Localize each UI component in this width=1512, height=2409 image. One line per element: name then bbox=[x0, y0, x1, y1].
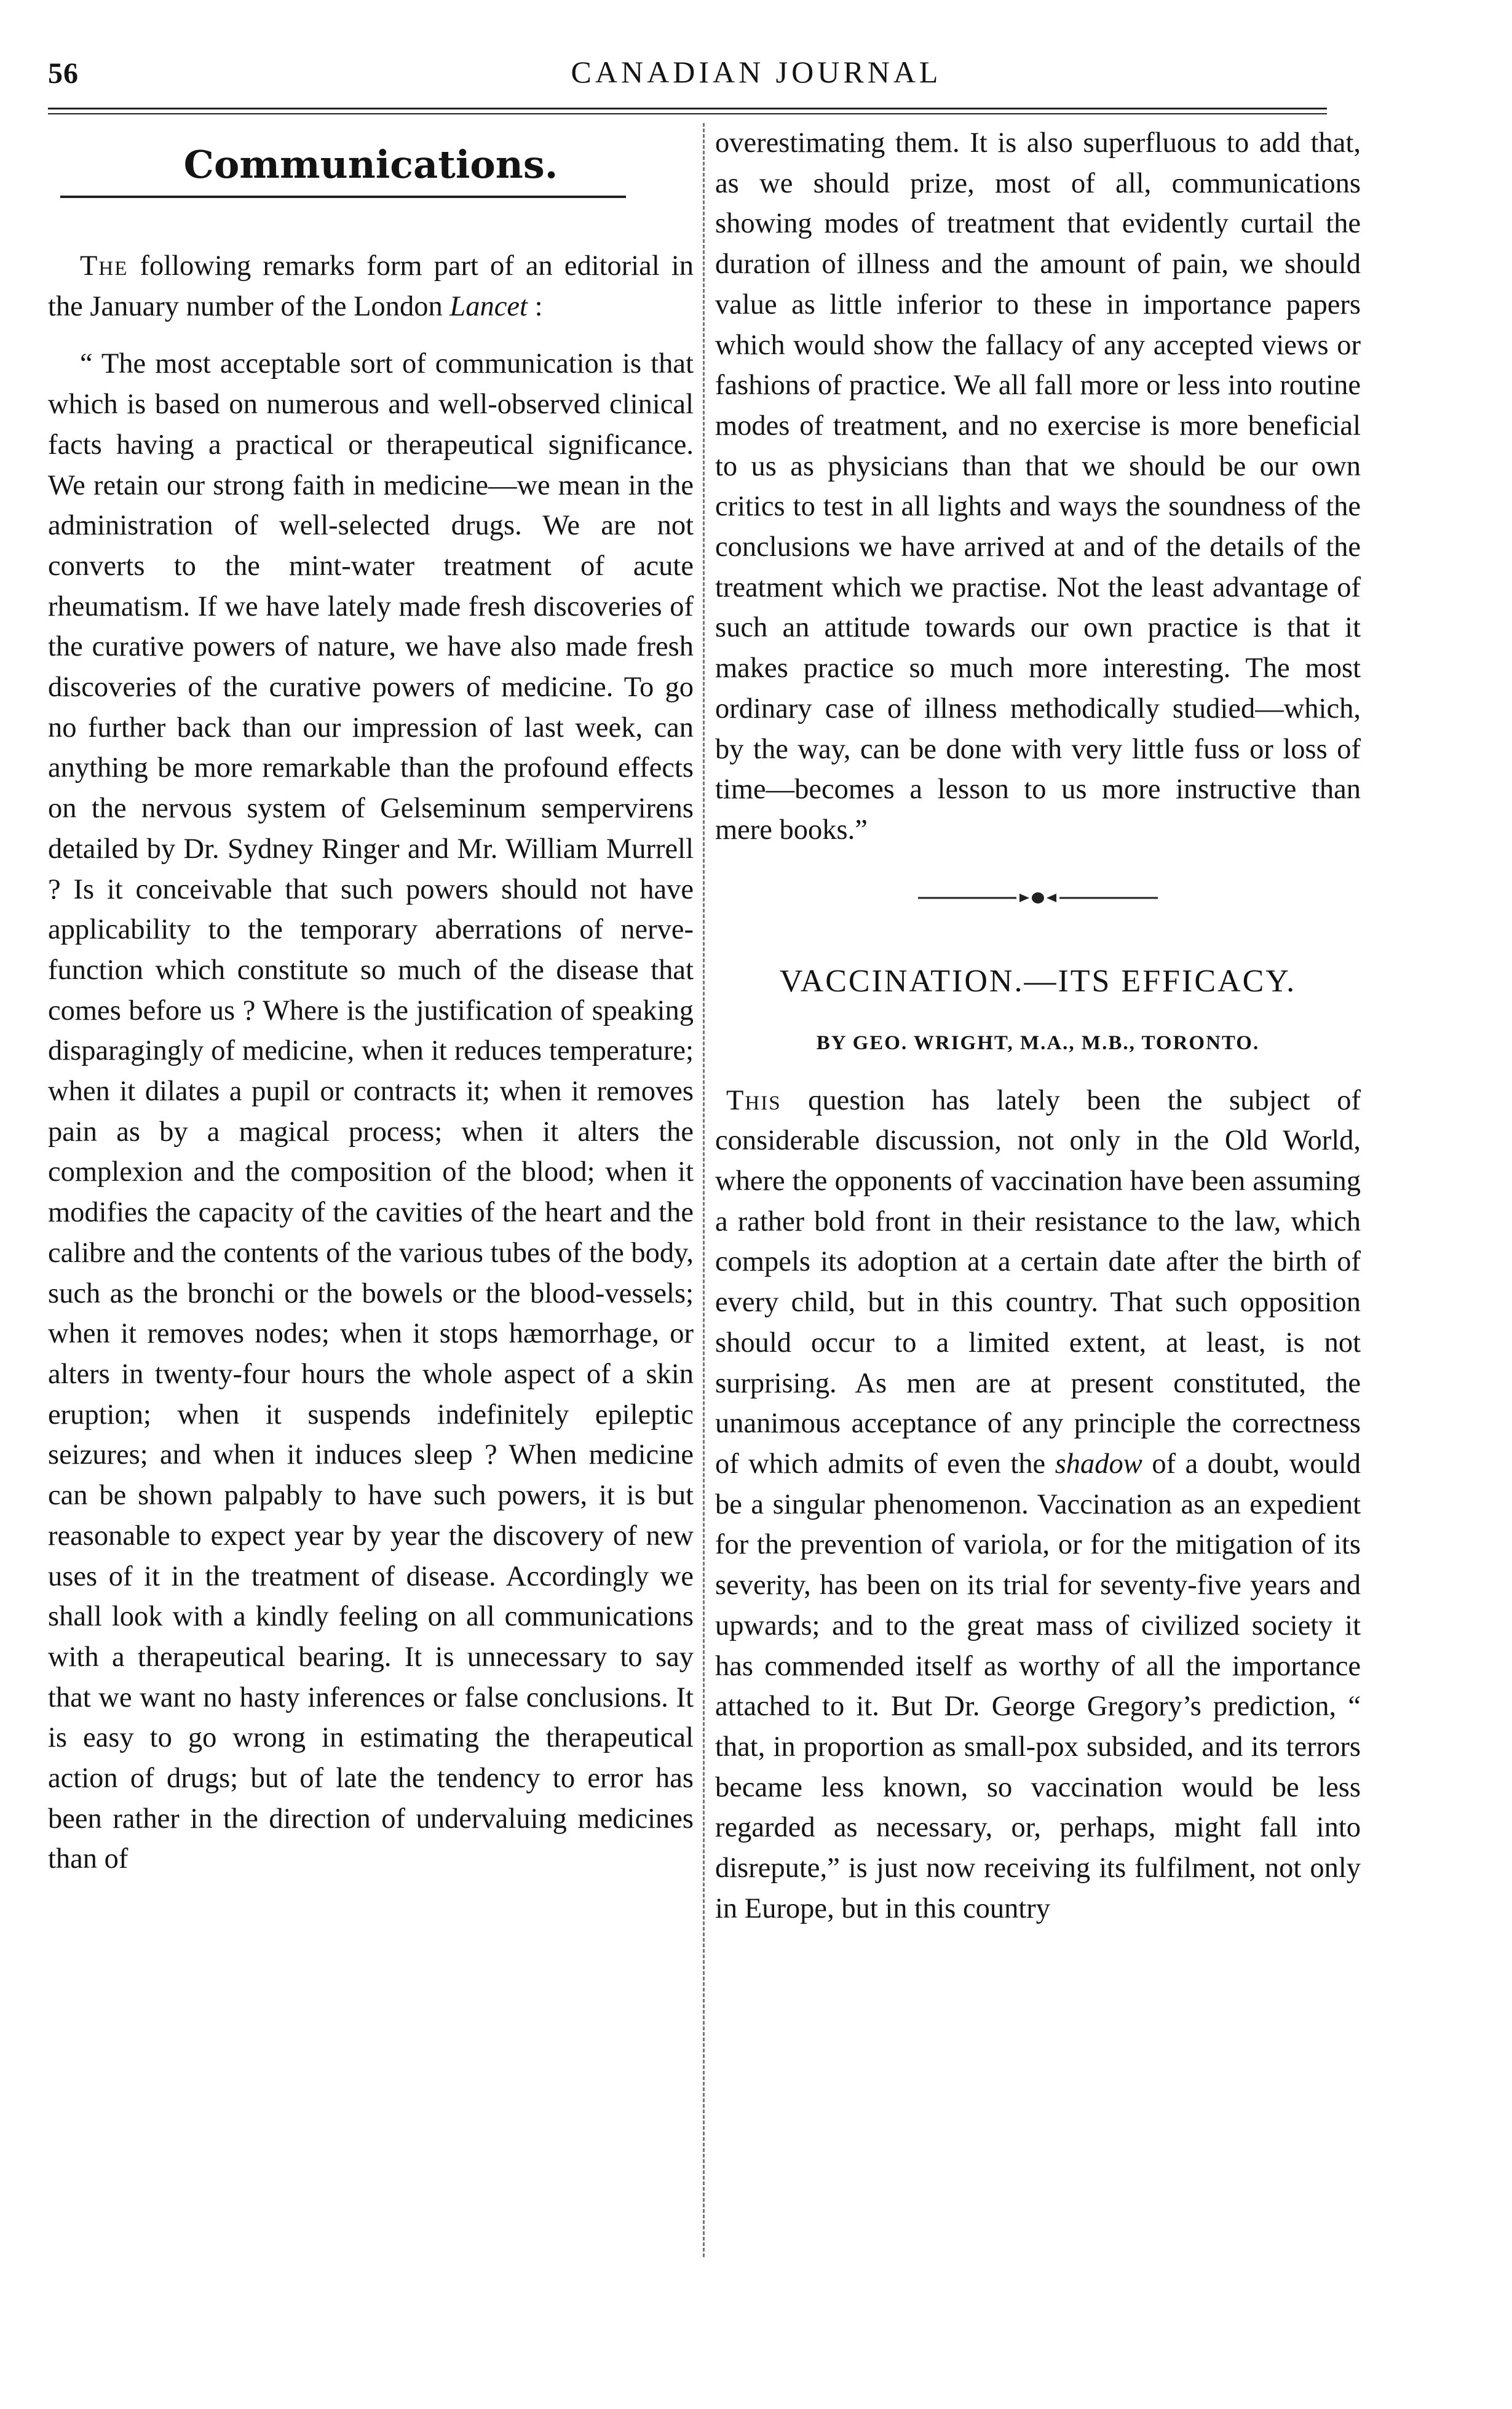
article-paragraph bbox=[715, 1081, 1361, 1929]
intro-text: following remarks form part of an editorial in the January number of the London bbox=[48, 250, 694, 322]
header-rule-top bbox=[48, 108, 1327, 109]
left-column bbox=[48, 123, 694, 2276]
quote-paragraph: “ The most acceptable sort of communication is that which is based on numerous and well-observed clinical facts having a practical or therapeutical significance. We retain our strong faith in medicine—we mean in the administration of well-selected drugs. We are not converts to the mint-water treatment of acute rheumatism. If we have lately made fresh discoveries of the curative powers of nature, we have also made fresh discoveries of the curative powers of medicine. To go no further back than our impression of last week, can anything be more remarkable than the profound effects on the nervous system of Gelseminum sempervirens detailed by Dr. Sydney Ringer and Mr. William Murrell ? Is it conceivable that such powers should not have applicability to the temporary aberrations of nerve-function which constitute so much of the disease that comes before us ? Where is the justification of speaking disparagingly of medicine, when it reduces temperature; when it dilates a pupil or contracts it; when it removes pain as by a magical process; when it alters the complexion and the composition of the blood; when it modifies the capacity of the cavities of the heart and the calibre and the contents of the various tubes of the body, such as the bronchi or the bowels or the blood-vessels; when it removes nodes; when it stops hæmorrhage, or alters in twenty-four hours the whole aspect of a skin eruption; when it suspends indefinitely epileptic seizures; and when it induces sleep ? When medicine can be shown palpably to have such powers, it is but reasonable to expect year by year the discovery of new uses of it in the treatment of disease. Accordingly we shall look with a kindly feeling on all communications with a therapeutical bearing. It is unnecessary to say that we want no hasty inferences or false conclusions. It is easy to go wrong in estimating the therapeutical action of drugs; but of late the tendency to error has been rather in the direction of undervaluing medicines than of bbox=[48, 348, 694, 1875]
article-small-caps: This bbox=[726, 1084, 782, 1116]
article-text-1: question has lately been the subject of considerable discussion, not only in the Old World, where the opponents of vaccination have been assuming a rather bold front in their resistance to the law, which compels its adoption at a certain date after the birth of every child, but in this country. That such opposition should occur to a limited extent, at least, is not surprising. As men are at present constituted, the unanimous acceptance of any principle the correctness of which admits of even the bbox=[715, 1084, 1361, 1480]
article-title: VACCINATION.—ITS EFFICACY. bbox=[779, 963, 1297, 999]
article-text-2: of a doubt, would be a singular phenomenon. Vaccination as an expedient for the prevention of variola, or for the mitigation of its severity, has been on its trial for seventy-five years and upwards; and to the great mass of civilized society it has commended itself as worthy of all the importance attached to it. But Dr. George Gregory’s prediction, “ that, in proportion as small-pox subsided, and its terrors became less known, so vaccination would be less regarded as necessary, or, perhaps, might fall into disrepute,” is just now receiving its fulfilment, not only in Europe, but in this country bbox=[715, 1448, 1361, 1924]
right-column bbox=[715, 123, 1361, 2276]
section-heading: Communications. bbox=[183, 142, 558, 187]
running-title: CANADIAN JOURNAL bbox=[571, 55, 942, 89]
section-heading-rule bbox=[60, 196, 626, 198]
article-italic: shadow bbox=[1055, 1448, 1142, 1480]
ornament-divider bbox=[715, 889, 1361, 907]
page-number: 56 bbox=[48, 57, 79, 90]
intro-end: : bbox=[527, 290, 543, 322]
intro-paragraph bbox=[48, 246, 694, 327]
article-byline: BY GEO. WRIGHT, M.A., M.B., TORONTO. bbox=[816, 1031, 1260, 1054]
intro-small-caps: The bbox=[80, 250, 129, 282]
quote-continuation: overestimating them. It is also superfluous to add that, as we should prize, most of all, communications showing modes of treatment that evidently curtail the duration of illness and the amount of pain, we should value as little inferior to these in importance papers which would show the fallacy of any accepted views or fashions of practice. We all fall more or less into routine modes of treatment, and no exercise is more beneficial to us as physicians than that we should be our own critics to test in all lights and ways the soundness of the conclusions we have arrived at and of the details of the treatment which we practise. Not the least advantage of such an attitude towards our own practice is that it makes practice so much more interesting. The most ordinary case of illness methodically studied—which, by the way, can be done with very little fuss or loss of time—becomes a lesson to us more instructive than mere books.” bbox=[715, 127, 1361, 846]
column-divider bbox=[703, 123, 705, 2257]
intro-italic: Lancet bbox=[449, 290, 528, 322]
header-rule-bottom bbox=[48, 113, 1327, 114]
